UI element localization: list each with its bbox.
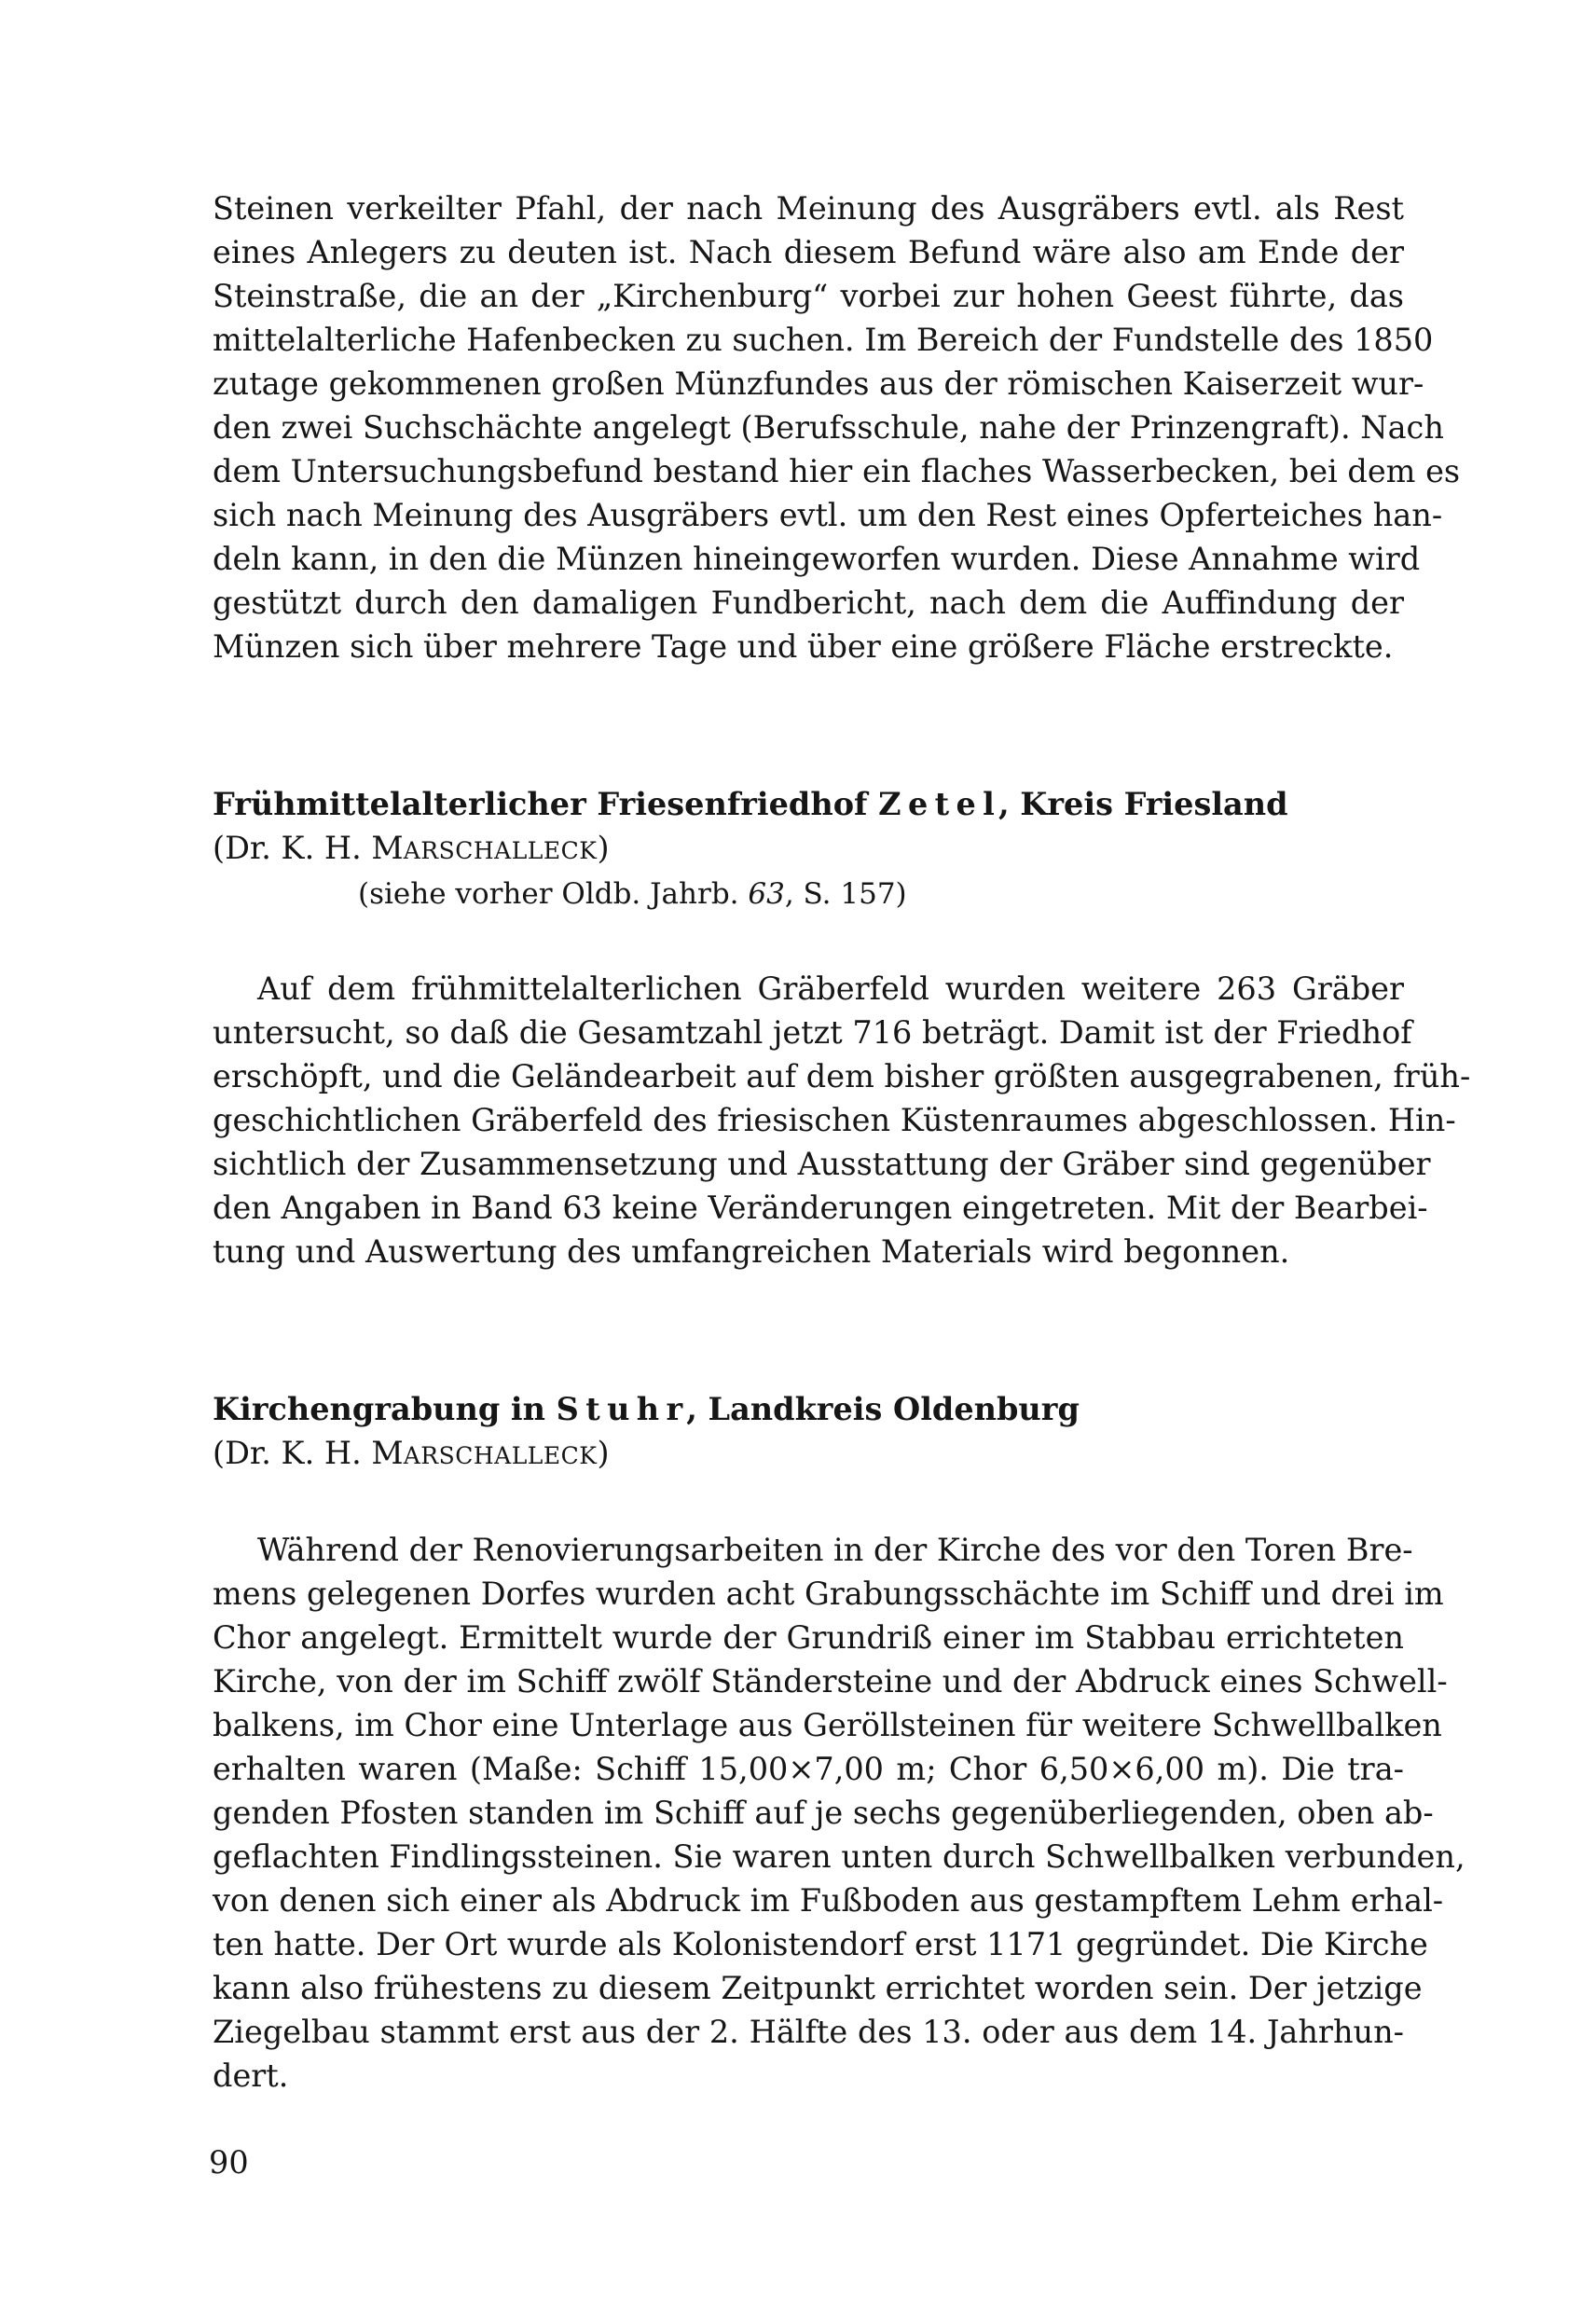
- section-paragraph-zetel: [213, 967, 1471, 1273]
- text-line: ten hatte. Der Ort wurde als Kolonistendorf erst 1171 gegründet. Die Kirche: [213, 1926, 1428, 1962]
- text-line: zutage gekommenen großen Münzfundes aus der römischen Kaiserzeit wur-: [213, 365, 1424, 402]
- text-line: sich nach Meinung des Ausgräbers evtl. um den Rest eines Opferteiches han-: [213, 497, 1443, 533]
- text-line: Ziegelbau stammt erst aus der 2. Hälfte des 13. oder aus dem 14. Jahrhun-: [213, 2014, 1404, 2050]
- page-body: [213, 186, 1471, 2098]
- section-spacer: [213, 668, 1404, 782]
- text-line: eines Anlegers zu deuten ist. Nach diesem Befund wäre also am Ende der: [213, 234, 1404, 270]
- text-line: von denen sich einer als Abdruck im Fußboden aus gestampftem Lehm erhal-: [213, 1882, 1444, 1919]
- section-heading-zetel: [213, 782, 1404, 826]
- section-spacer: [213, 916, 1404, 967]
- paragraph-continuation: [213, 186, 1461, 668]
- text-line: erhalten waren (Maße: Schiff 15,00×7,00 m; Chor 6,50×6,00 m). Die tra-: [213, 1751, 1404, 1787]
- heading-text: , Landkreis Oldenburg: [686, 1391, 1080, 1427]
- section-spacer: [213, 1273, 1404, 1387]
- page-number: 90: [209, 2144, 249, 2181]
- heading-place-name: Zetel: [878, 786, 1002, 822]
- text-line: dem Untersuchungsbefund bestand hier ein flaches Wasserbecken, bei dem es: [213, 453, 1461, 489]
- heading-text: , Kreis Friesland: [998, 786, 1288, 822]
- text-line: tung und Auswertung des umfangreichen Materials wird begonnen.: [213, 1233, 1290, 1270]
- text-line: erschöpft, und die Geländearbeit auf dem bisher größten ausgegrabenen, früh-: [213, 1058, 1471, 1094]
- section-reference-note: (siehe vorher Oldb. Jahrb. 63, S. 157): [358, 877, 907, 911]
- text-line: dert.: [213, 2057, 289, 2094]
- text-line: Kirche, von der im Schiff zwölf Ständersteine und der Abdruck eines Schwell-: [213, 1663, 1448, 1700]
- text-line: mittelalterliche Hafenbecken zu suchen. Im Bereich der Fundstelle des 1850: [213, 322, 1434, 358]
- text-line: Münzen sich über mehrere Tage und über eine größere Fläche erstreckte.: [213, 628, 1394, 665]
- text-line: Während der Renovierungsarbeiten in der Kirche des vor den Toren Bre-: [257, 1532, 1413, 1568]
- text-line: untersucht, so daß die Gesamtzahl jetzt 716 beträgt. Damit ist der Friedhof: [213, 1014, 1412, 1051]
- text-line: Chor angelegt. Ermittelt wurde der Grundriß einer im Stabbau errichteten: [213, 1619, 1404, 1656]
- section-paragraph-stuhr: [213, 1528, 1465, 2098]
- heading-text: Frühmittelalterlicher Friesenfriedhof: [213, 786, 879, 822]
- text-line: deln kann, in den die Münzen hineingeworfen wurden. Diese Annahme wird: [213, 541, 1421, 577]
- heading-place-name: Stuhr: [556, 1391, 690, 1427]
- text-line: den Angaben in Band 63 keine Veränderungen eingetreten. Mit der Bearbei-: [213, 1190, 1428, 1226]
- text-line: sichtlich der Zusammensetzung und Ausstattung der Gräber sind gegenüber: [213, 1146, 1431, 1182]
- text-line: kann also frühestens zu diesem Zeitpunkt errichtet worden sein. Der jetzige: [213, 1970, 1423, 2006]
- text-line: gestützt durch den damaligen Fundbericht, nach dem die Auffindung der: [213, 585, 1404, 621]
- section-heading-stuhr: [213, 1387, 1404, 1431]
- section-author: (Dr. K. H. MARSCHALLECK): [213, 1435, 610, 1471]
- text-line: mens gelegenen Dorfes wurden acht Grabungsschächte im Schiff und drei im: [213, 1576, 1444, 1612]
- text-line: Steinstraße, die an der „Kirchenburg“ vorbei zur hohen Geest führte, das: [213, 278, 1404, 314]
- text-line: Steinen verkeilter Pfahl, der nach Meinung des Ausgräbers evtl. als Rest: [213, 190, 1404, 227]
- text-line: den zwei Suchschächte angelegt (Berufsschule, nahe der Prinzengraft). Nach: [213, 409, 1444, 446]
- text-line: Auf dem frühmittelalterlichen Gräberfeld wurden weitere 263 Gräber: [257, 970, 1404, 1007]
- heading-text: Kirchengrabung in: [213, 1391, 557, 1427]
- text-line: geschichtlichen Gräberfeld des friesischen Küstenraumes abgeschlossen. Hin-: [213, 1102, 1456, 1138]
- section-spacer: [213, 1478, 1404, 1528]
- section-author: (Dr. K. H. MARSCHALLECK): [213, 830, 610, 866]
- text-line: genden Pfosten standen im Schiff auf je sechs gegenüberliegenden, oben ab-: [213, 1795, 1434, 1831]
- text-line: geflachten Findlingssteinen. Sie waren unten durch Schwellbalken verbunden,: [213, 1838, 1465, 1875]
- text-line: balkens, im Chor eine Unterlage aus Geröllsteinen für weitere Schwellbalken: [213, 1707, 1442, 1743]
